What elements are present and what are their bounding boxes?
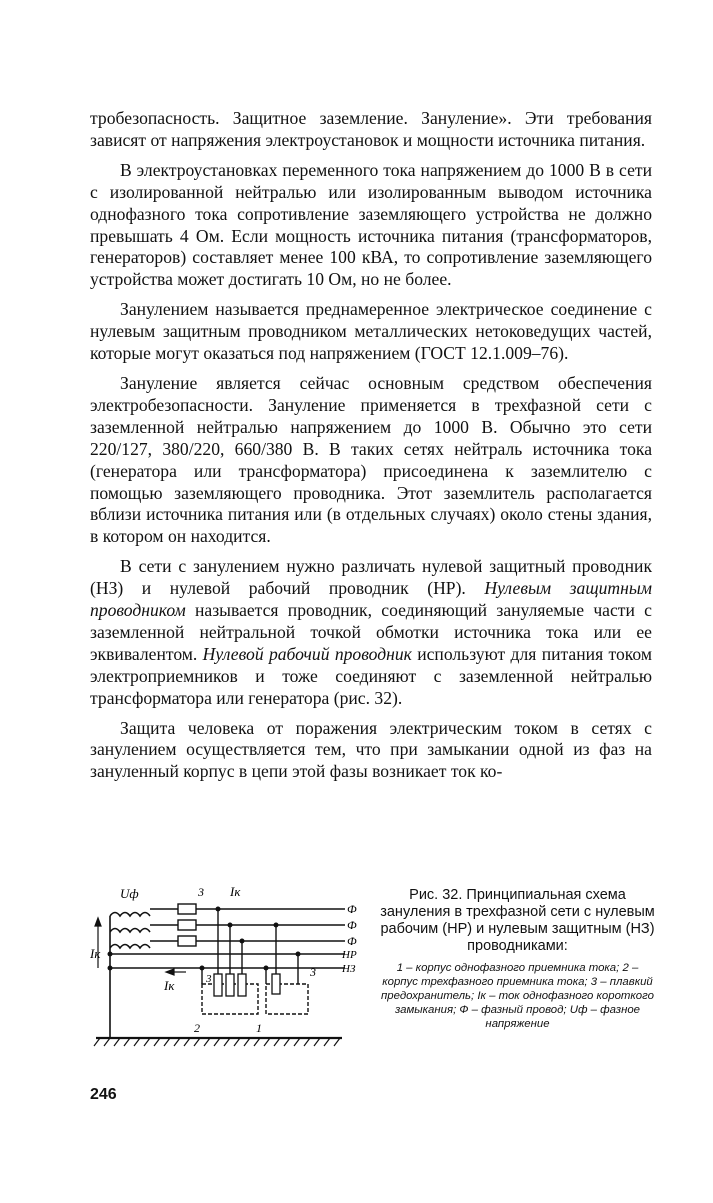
transformer-windings [110, 913, 150, 949]
zeroing-circuit-diagram [90, 884, 365, 1064]
caption-legend: 1 – корпус однофазного приемника тока; 2 – корпус трехфазного приемника тока; 3 – плавкий предохранитель; Iк – ток однофазного короткого замыкания; Ф – фазный провод; Uф – фазное напряжение [381, 962, 654, 1030]
para5-term-2: Нулевой рабочий проводник [202, 643, 412, 664]
source-fuses [178, 904, 196, 946]
page-number: 246 [90, 1086, 117, 1103]
receiver-fuses [214, 974, 246, 996]
para5-text-2: называется проводник, соединяющий зануляемые части с заземленной нейтральной точкой обмотки источника тока или ее эквивалентом. [90, 600, 652, 664]
label-ik-mid: Iк [164, 978, 175, 993]
bus-lines [110, 909, 345, 968]
body-text [90, 108, 652, 783]
junction-dots [108, 907, 301, 971]
label-ik-left: Iк [90, 946, 101, 961]
label-receiver-1: 1 [256, 1021, 262, 1035]
label-fuse-3a: 3 [198, 885, 204, 899]
paragraph-1: тробезопасность. Защитное заземление. Зануление». Эти требования зависят от напряжения электроустановок и мощности источника питания. [90, 108, 652, 150]
figure-caption [380, 887, 655, 1031]
label-receiver-2: 2 [194, 1021, 200, 1035]
para5-text-3: используют для питания током электроприемников и тоже соединяют с заземленной нейтралью трансформатора или генератора (рис. 32). [90, 643, 652, 708]
wire-label-neutral-working: НР [342, 949, 357, 961]
ground-hatching [94, 1038, 340, 1046]
para5-text-1: В сети с занулением нужно различать нулевой защитный проводник (НЗ) и нулевой рабочий проводник (НР). [90, 556, 652, 599]
para5-term-1: Нулевым защитным проводником [90, 578, 652, 621]
label-uf: Uф [120, 886, 139, 901]
label-fuse-3b: 3 [206, 973, 212, 985]
wire-label-phase-c: Ф [347, 934, 357, 948]
wire-label-phase-a: Ф [347, 902, 357, 916]
label-fuse-3c: 3 [310, 965, 316, 979]
wire-label-neutral-protective: НЗ [342, 963, 356, 975]
paragraph-6: Защита человека от поражения электрическим током в сетях с занулением осуществляется тем, что при замыкании одной из фаз на зануленный корпус в цепи этой фазы возникает ток ко- [90, 717, 652, 782]
wire-label-phase-b: Ф [347, 918, 357, 932]
paragraph-2: В электроустановках переменного тока напряжением до 1000 В в сети с изолированной нейтралью или изолированным выводом источника однофазного тока сопротивление заземляющего устройства не должно превышать 4 Ом. Если мощность источника питания (трансформаторов, генераторов) составляет менее 100 кВА, то сопротивление заземляющего устройства может достигать 10 Ом, но не более. [90, 159, 652, 290]
paragraph-4: Зануление является сейчас основным средством обеспечения электробезопасности. Зануление применяется в трехфазной сети с заземленной нейтралью напряжением до 1000 В. Обычно это сети 220/127, 380/220, 660/380 В. В таких сетях нейтраль источника тока (генератора или трансформатора) присоединена к заземлителю с помощью заземляющего проводника. Этот заземлитель располагается вблизи источника питания или (в отдельных случаях) около стены здания, в котором он находится. [90, 372, 652, 547]
label-ik-top: Iк [230, 884, 241, 899]
paragraph-3: Занулением называется преднамеренное электрическое соединение с нулевым защитным проводником металлических нетоковедущих частей, которые могут оказаться под напряжением (ГОСТ 12.1.009–76). [90, 299, 652, 364]
paragraph-5 [90, 556, 652, 709]
caption-title: Рис. 32. Принципиальная схема зануления в трехфазной сети с нулевым рабочим (НР) и нулевым защитным (НЗ) проводниками: [380, 887, 655, 954]
